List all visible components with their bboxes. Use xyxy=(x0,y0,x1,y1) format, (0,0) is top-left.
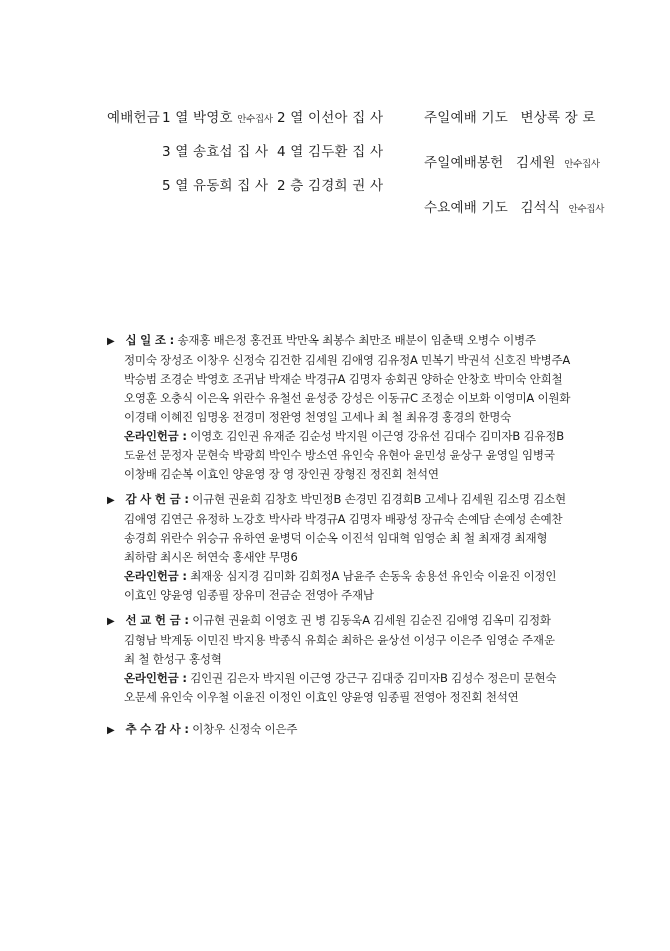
duty-title: 안수집사 xyxy=(568,204,605,215)
offering-row-1-left xyxy=(162,106,273,126)
arrow-icon: ▶ xyxy=(107,725,115,736)
name-list: 최재웅 심지경 김미화 김희정A 남윤주 손동욱 송용선 유인숙 이윤진 이정인 xyxy=(190,569,557,583)
arrow-icon: ▶ xyxy=(107,495,115,506)
duty-wednesday-prayer xyxy=(424,196,604,216)
duty-sunday-offering xyxy=(424,151,600,171)
name-list: 오영훈 오충식 이은옥 위란수 유철선 윤성중 강성은 이동규C 조정순 이보화 이영미A 이원화 xyxy=(124,391,571,405)
section-heading: 선 교 헌 금 : xyxy=(125,613,189,627)
thanks-offering-section xyxy=(107,490,577,605)
section-heading: 감 사 헌 금 : xyxy=(125,492,189,506)
offering-row-2-left: 3 열 송효섭 집 사 xyxy=(162,144,269,160)
duty-label: 주일예배 기도 xyxy=(424,110,508,126)
name-list: 최하람 최시온 허연숙 홍새얀 무명6 xyxy=(124,550,298,564)
arrow-icon: ▶ xyxy=(107,616,115,627)
section-line xyxy=(107,611,577,631)
name-list: 김인권 김은자 박지원 이근영 강근구 김대중 김미자B 김성수 정은미 문현숙 xyxy=(190,671,557,685)
online-heading: 온라인헌금 : xyxy=(124,671,187,685)
section-line xyxy=(107,720,577,740)
section-heading: 추 수 감 사 : xyxy=(125,722,189,736)
name-list: 이창배 김순복 이효인 양윤영 장 영 장인권 장형진 정진회 천석연 xyxy=(124,467,439,481)
name-list: 이영호 김인권 유재준 김순성 박지원 이근영 강유선 김대수 김미자B 김유정B xyxy=(190,429,564,443)
offering-row-1-right: 2 열 이선아 집 사 xyxy=(277,110,384,126)
offering-row-text: 1 열 박영호 xyxy=(162,110,233,126)
arrow-icon: ▶ xyxy=(107,336,115,347)
name-list: 이규현 권윤희 이영호 권 병 김동욱A 김세원 김순진 김애영 김옥미 김정화 xyxy=(192,613,551,627)
harvest-thanks-section xyxy=(107,720,577,740)
duty-name: 김석식 xyxy=(520,200,561,216)
name-list: 오문세 유인숙 이우철 이윤진 이정인 이효인 양윤영 임종필 전영아 정진회 천석연 xyxy=(124,690,519,704)
duty-name: 김세원 xyxy=(515,155,556,171)
name-list: 이규현 권윤희 김창호 박민정B 손경민 김경희B 고세나 김세원 김소명 김소현 xyxy=(192,492,566,506)
online-heading: 온라인헌금 : xyxy=(124,569,187,583)
section-line xyxy=(107,490,577,510)
tithe-section xyxy=(107,331,577,484)
name-list: 이효인 양윤영 임종필 장유미 전금순 전영아 주재남 xyxy=(124,588,374,602)
section-line xyxy=(107,331,577,351)
online-line xyxy=(107,427,577,446)
offering-row-2-right: 4 열 김두환 집 사 xyxy=(277,144,384,160)
name-list: 박승범 조경순 박영호 조귀남 박재순 박경규A 김명자 송회권 양하순 안창호 박미숙 안희철 xyxy=(124,372,563,386)
name-list: 이경태 이혜진 임명옹 전경미 정완영 천영일 고세나 최 철 최유경 홍경의 한명숙 xyxy=(124,410,512,424)
name-list: 정미숙 장성조 이창우 신정숙 김건한 김세원 김애영 김유정A 민복기 박권석 신호진 박병주A xyxy=(124,353,571,367)
duty-name: 변상록 장 로 xyxy=(520,110,596,126)
duty-title: 안수집사 xyxy=(564,159,600,170)
name-list: 도윤선 문정자 문현숙 박광희 박인수 방소연 유인숙 유현아 윤민성 윤상구 윤영일 임병국 xyxy=(124,448,555,462)
offering-row-3-left: 5 열 유동희 집 사 xyxy=(162,178,269,194)
name-list: 김형남 박계동 이민진 박지용 박종식 유희순 최하은 윤상선 이성구 이은주 임영순 주재운 xyxy=(124,633,555,647)
offering-row-title: 안수집사 xyxy=(237,114,273,125)
section-heading: 십 일 조 : xyxy=(125,333,175,347)
duty-label: 수요예배 기도 xyxy=(424,200,508,216)
duty-sunday-prayer xyxy=(424,106,596,126)
online-heading: 온라인헌금 : xyxy=(124,429,187,443)
name-list: 이창우 신정숙 이은주 xyxy=(192,722,298,736)
offering-row-3-right: 2 층 김경희 권 사 xyxy=(277,178,384,194)
online-line xyxy=(107,567,577,586)
offering-label: 예배헌금 xyxy=(107,110,160,126)
name-list: 김애영 김연근 유정하 노강호 박사라 박경규A 김명자 배광성 장규숙 손예담 손예성 손예찬 xyxy=(124,512,563,526)
mission-offering-section xyxy=(107,611,577,707)
name-list: 송경희 위란수 위승규 유하연 윤병덕 이순옥 이진석 임대혁 임영순 최 철 최재경 최재형 xyxy=(124,531,548,545)
name-list: 최 철 한성구 홍성혁 xyxy=(124,652,222,666)
duty-label: 주일예배봉헌 xyxy=(424,155,504,171)
name-list: 송재홍 배은정 홍건표 박만옥 최봉수 최만조 배분이 임춘택 오병수 이병주 xyxy=(177,333,536,347)
online-line xyxy=(107,669,577,688)
